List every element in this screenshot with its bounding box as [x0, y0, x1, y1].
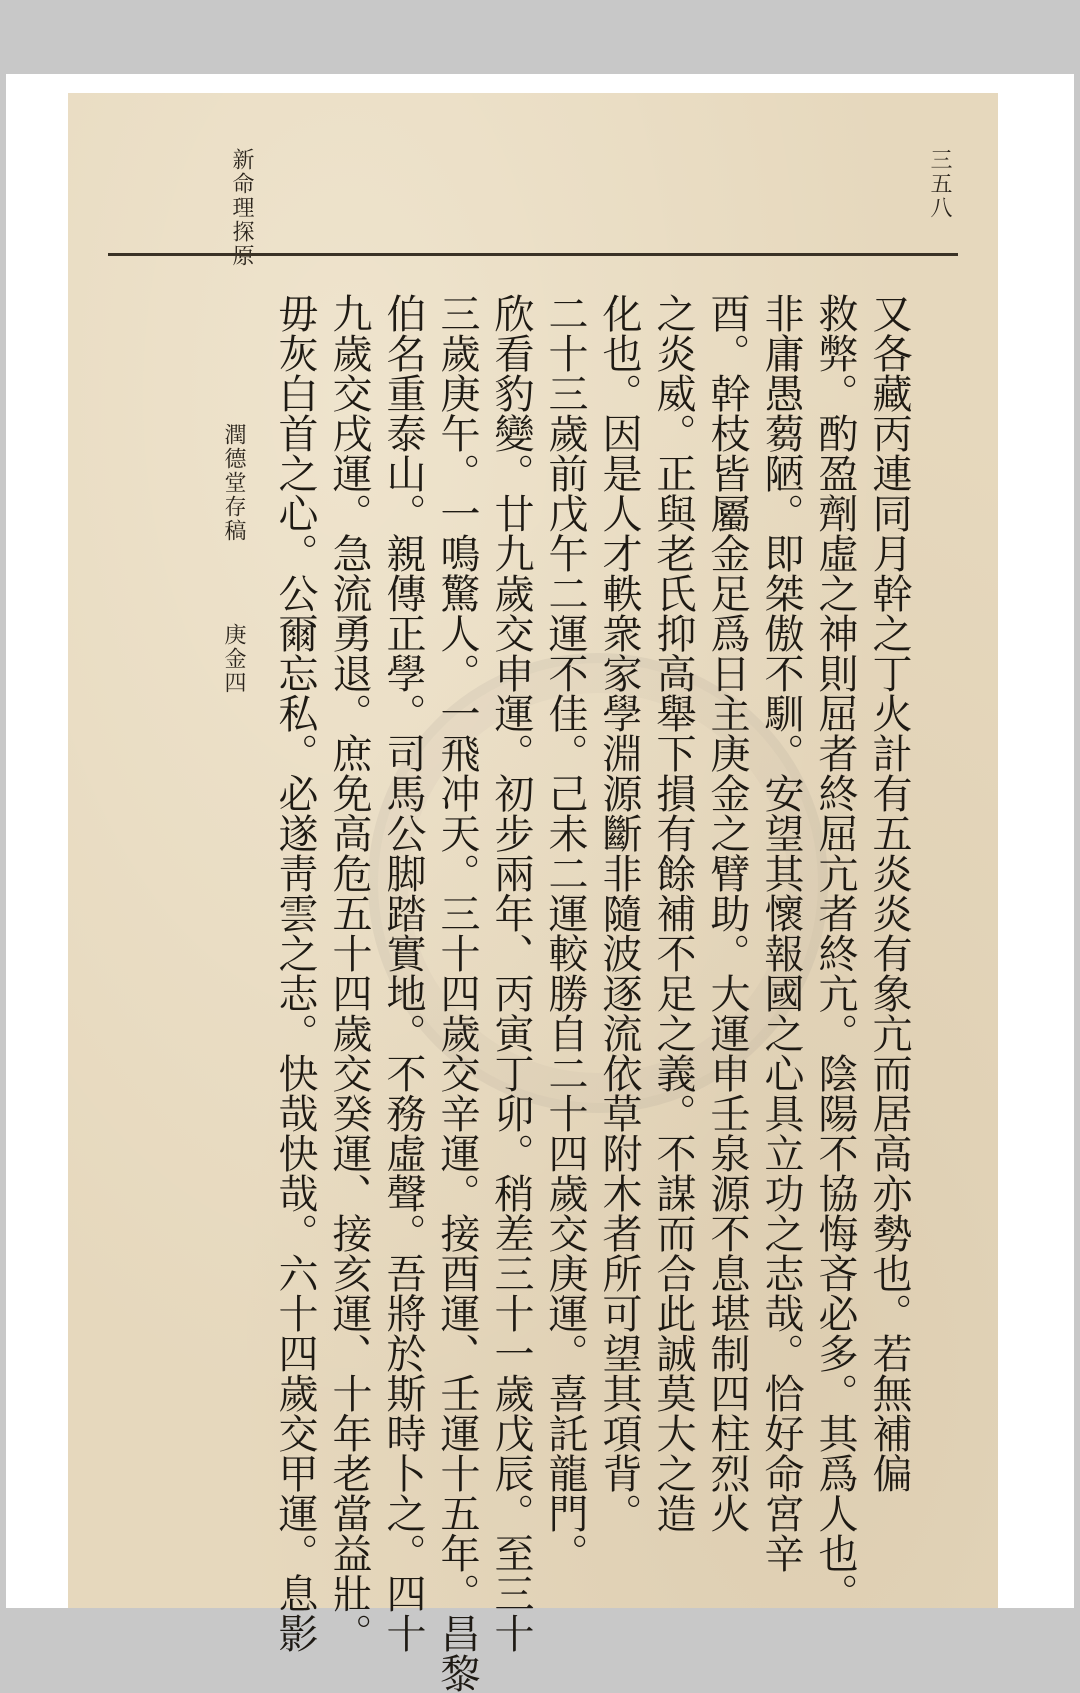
text-column: 非庸愚蒭陋。即桀傲不馴。安望其懷報國之心具立功之志哉。恰好命宮辛	[758, 293, 804, 1573]
text-column: 九歲交戌運。急流勇退。庶免高危五十四歲交癸運、接亥運、十年老當益壯。	[326, 293, 372, 1653]
running-chapter: 庚金四	[221, 623, 246, 695]
text-column: 又各藏丙連同月幹之丁火計有五炎炎有象亢而居高亦勢也。若無補偏	[866, 293, 912, 1493]
body-text	[110, 293, 916, 1693]
running-title: 新命理探原	[229, 148, 254, 268]
text-column: 化也。因是人才軼衆家學淵源斷非隨波逐流依草附木者所可望其項背。	[596, 293, 642, 1533]
text-column: 救弊。酌盈劑虛之神則屈者終屈亢者終亢。陰陽不協悔吝必多。其爲人也。	[812, 293, 858, 1613]
text-column: 酉。幹枝皆屬金足爲日主庚金之臂助。大運申壬泉源不息堪制四柱烈火	[704, 293, 750, 1533]
text-column: 三歲庚午。一鳴驚人。一飛冲天。三十四歲交辛運。接酉運、壬運十五年。昌黎	[434, 293, 480, 1693]
text-column: 毋灰白首之心。公爾忘私。必遂靑雲之志。快哉快哉。六十四歲交甲運。息影	[272, 293, 318, 1653]
text-column: 欣看豹變。廿九歲交申運。初步兩年、丙寅丁卯。稍差三十一歲戊辰。至三十	[488, 293, 534, 1653]
header-rule	[108, 253, 958, 256]
text-column: 二十三歲前戊午二運不佳。己未二運較勝自二十四歲交庚運。喜託龍門。	[542, 293, 588, 1573]
text-column: 伯名重泰山。親傳正學。司馬公脚踏實地。不務虛聲。吾將於斯時卜之。四十	[380, 293, 426, 1653]
book-page	[68, 93, 998, 1693]
page-number: 三五八	[927, 148, 952, 220]
text-column: 之炎威。正與老氏抑高舉下損有餘補不足之義。不謀而合此誠莫大之造	[650, 293, 696, 1533]
running-publisher: 潤德堂存稿	[221, 423, 246, 543]
